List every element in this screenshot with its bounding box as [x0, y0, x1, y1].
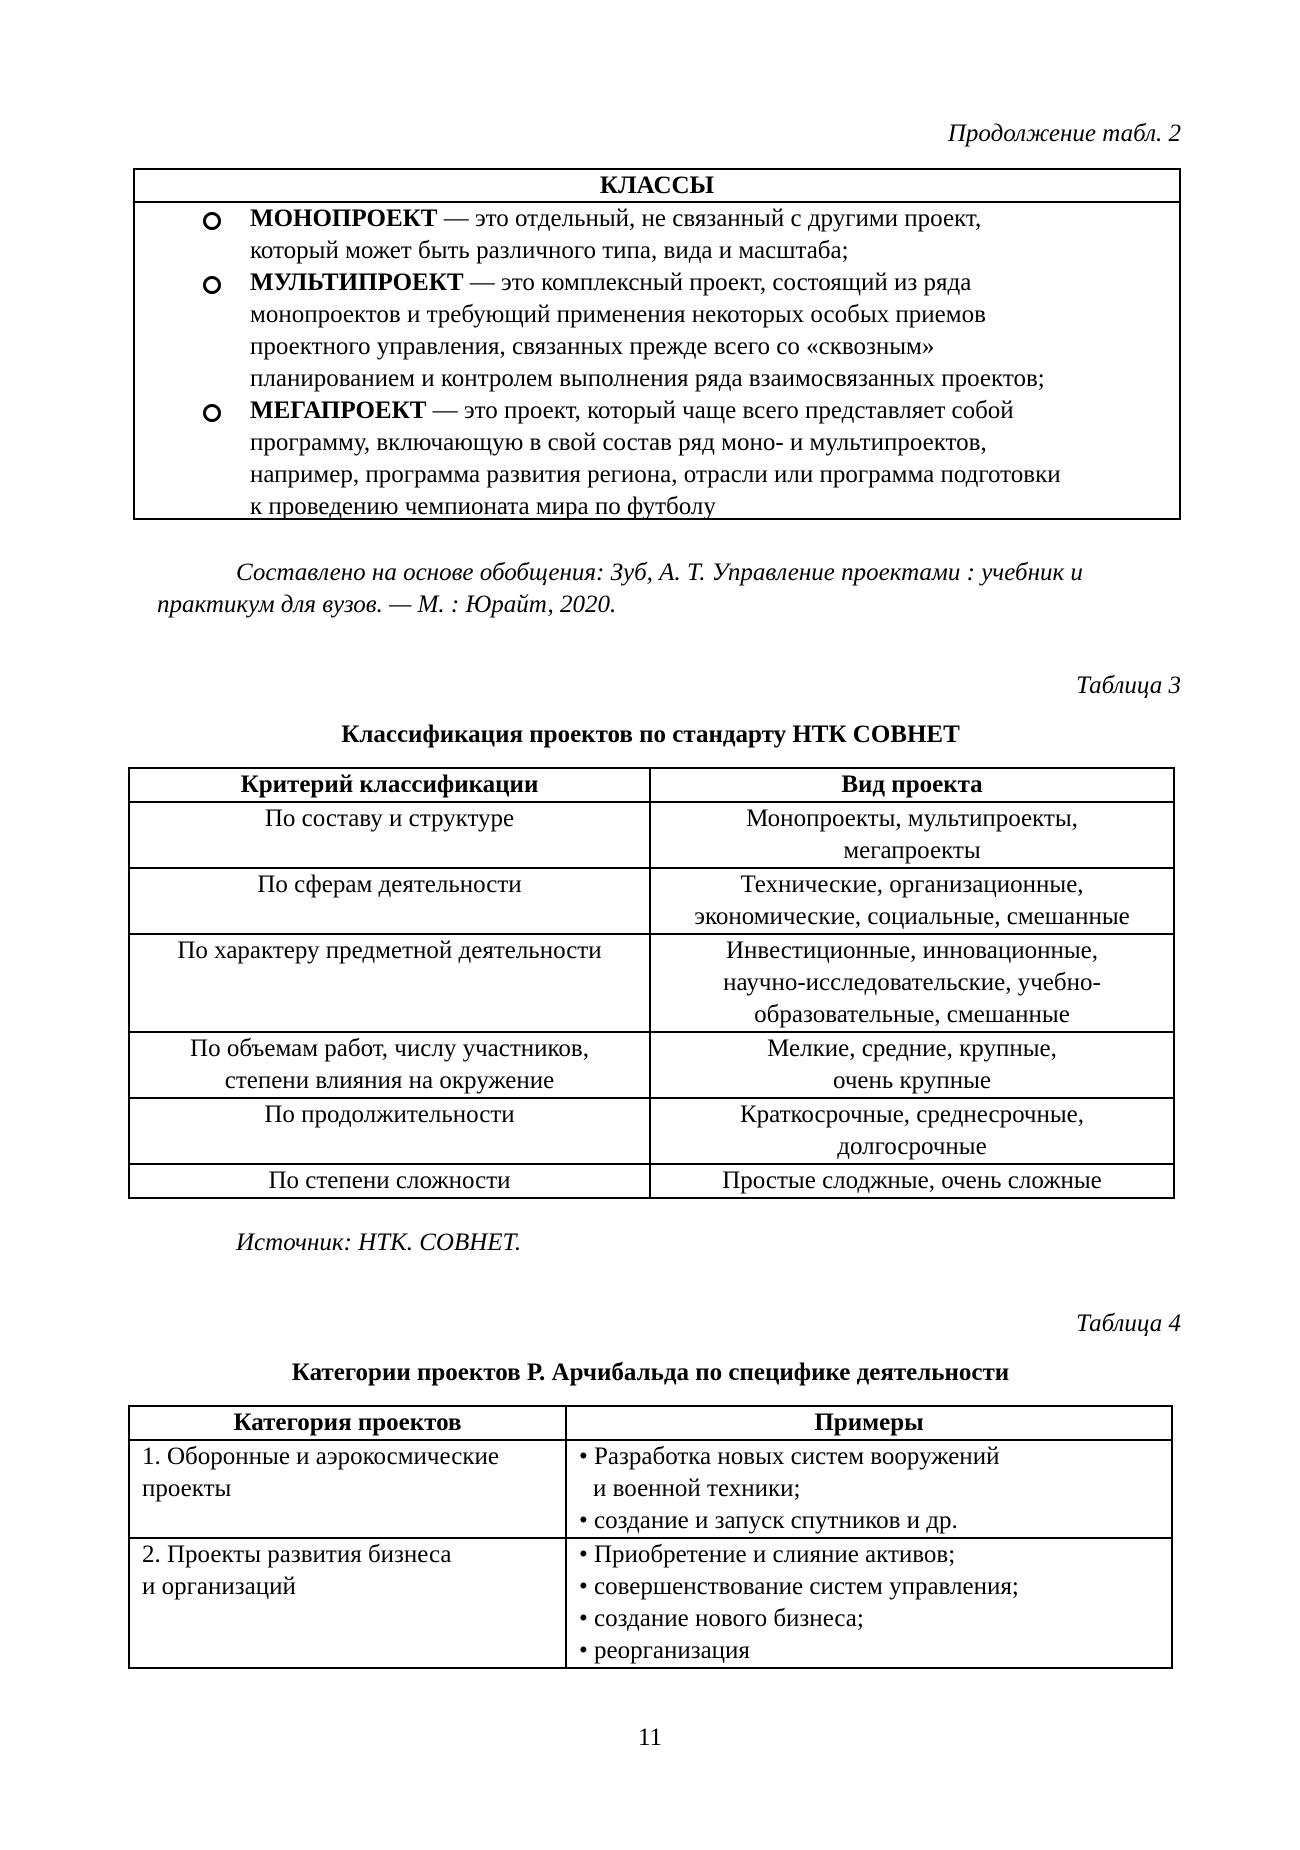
definition-text: программу, включающую в свой состав ряд моно- и мультипроектов, [250, 429, 987, 456]
examples-cell: • Разработка новых систем вооружений и военной техники; • создание и запуск спутников и др. [566, 1440, 1172, 1538]
definition-text: монопроектов и требующий применения некоторых особых приемов [250, 301, 986, 328]
definition-text: — это комплексный проект, состоящий из ряда [469, 269, 972, 296]
category-cell: 2. Проекты развития бизнеса и организаций [129, 1538, 566, 1668]
criterion-cell: По продолжительности [129, 1098, 650, 1164]
table3-source: Источник: НТК. СОВНЕТ. [236, 1229, 522, 1256]
table-header-row [129, 768, 1174, 802]
type-cell: Монопроекты, мультипроекты, мегапроекты [650, 802, 1174, 868]
definition-text: к проведению чемпионата мира по футболу [250, 493, 716, 520]
list-item [135, 203, 1179, 267]
type-cell: Технические, организационные, экономические, социальные, смешанные [650, 868, 1174, 934]
circle-bullet-icon [203, 276, 221, 294]
table-row [129, 802, 1174, 868]
definition-text: например, программа развития региона, отрасли или программа подготовки [250, 461, 1061, 488]
list-item [135, 267, 1179, 395]
type-cell: Краткосрочные, среднесрочные, долгосрочные [650, 1098, 1174, 1164]
definition-text: проектного управления, связанных прежде всего со «сквозным» [250, 333, 935, 360]
definition-text: — это отдельный, не связанный с другими проект, [443, 205, 982, 232]
column-header: Вид проекта [650, 768, 1174, 802]
type-cell: Простые слоджные, очень сложные [650, 1164, 1174, 1198]
criterion-cell: По составу и структуре [129, 802, 650, 868]
definition-text: — это проект, который чаще всего представляет собой [432, 397, 1014, 424]
column-header: Критерий классификации [129, 768, 650, 802]
table3-label: Таблица 3 [1076, 672, 1181, 699]
table4-label: Таблица 4 [1076, 1310, 1181, 1337]
table-header-row [129, 1406, 1172, 1440]
term: МУЛЬТИПРОЕКТ [250, 269, 464, 296]
classes-header: КЛАССЫ [135, 170, 1179, 203]
table4 [128, 1405, 1173, 1669]
page-number: 11 [637, 1724, 663, 1751]
criterion-cell: По степени сложности [129, 1164, 650, 1198]
examples-cell: • Приобретение и слияние активов; • совершенствование систем управления; • создание нового бизнеса; • реорганизация [566, 1538, 1172, 1668]
table-row [129, 1538, 1172, 1668]
list-item [135, 395, 1179, 523]
table3 [128, 767, 1175, 1199]
circle-bullet-icon [203, 404, 221, 422]
table3-title: Классификация проектов по стандарту НТК СОВНЕТ [341, 721, 960, 748]
table2-source-line1: Составлено на основе обобщения: Зуб, А. Т. Управление проектами : учебник и [236, 559, 1083, 586]
criterion-cell: По объемам работ, числу участников, степени влияния на окружение [129, 1032, 650, 1098]
table-row [129, 1164, 1174, 1198]
column-header: Примеры [566, 1406, 1172, 1440]
table2-source-line2: практикум для вузов. — М. : Юрайт, 2020. [157, 591, 617, 618]
term: МОНОПРОЕКТ [250, 205, 438, 232]
column-header: Категория проектов [129, 1406, 566, 1440]
type-cell: Инвестиционные, инновационные, научно-исследовательские, учебно- образовательные, смешанные [650, 934, 1174, 1032]
criterion-cell: По характеру предметной деятельности [129, 934, 650, 1032]
circle-bullet-icon [203, 212, 221, 230]
table-row [129, 1098, 1174, 1164]
definition-text: который может быть различного типа, вида и масштаба; [250, 237, 849, 264]
type-cell: Мелкие, средние, крупные, очень крупные [650, 1032, 1174, 1098]
table-row [129, 934, 1174, 1032]
category-cell: 1. Оборонные и аэрокосмические проекты [129, 1440, 566, 1538]
table-row [129, 1032, 1174, 1098]
continuation-label: Продолжение табл. 2 [947, 120, 1181, 147]
table-row [129, 868, 1174, 934]
table-row [129, 1440, 1172, 1538]
term: МЕГАПРОЕКТ [250, 397, 427, 424]
criterion-cell: По сферам деятельности [129, 868, 650, 934]
classes-table [133, 168, 1181, 520]
definition-text: планированием и контролем выполнения ряда взаимосвязанных проектов; [250, 365, 1045, 392]
table4-title: Категории проектов Р. Арчибальда по специфике деятельности [291, 1359, 1010, 1386]
